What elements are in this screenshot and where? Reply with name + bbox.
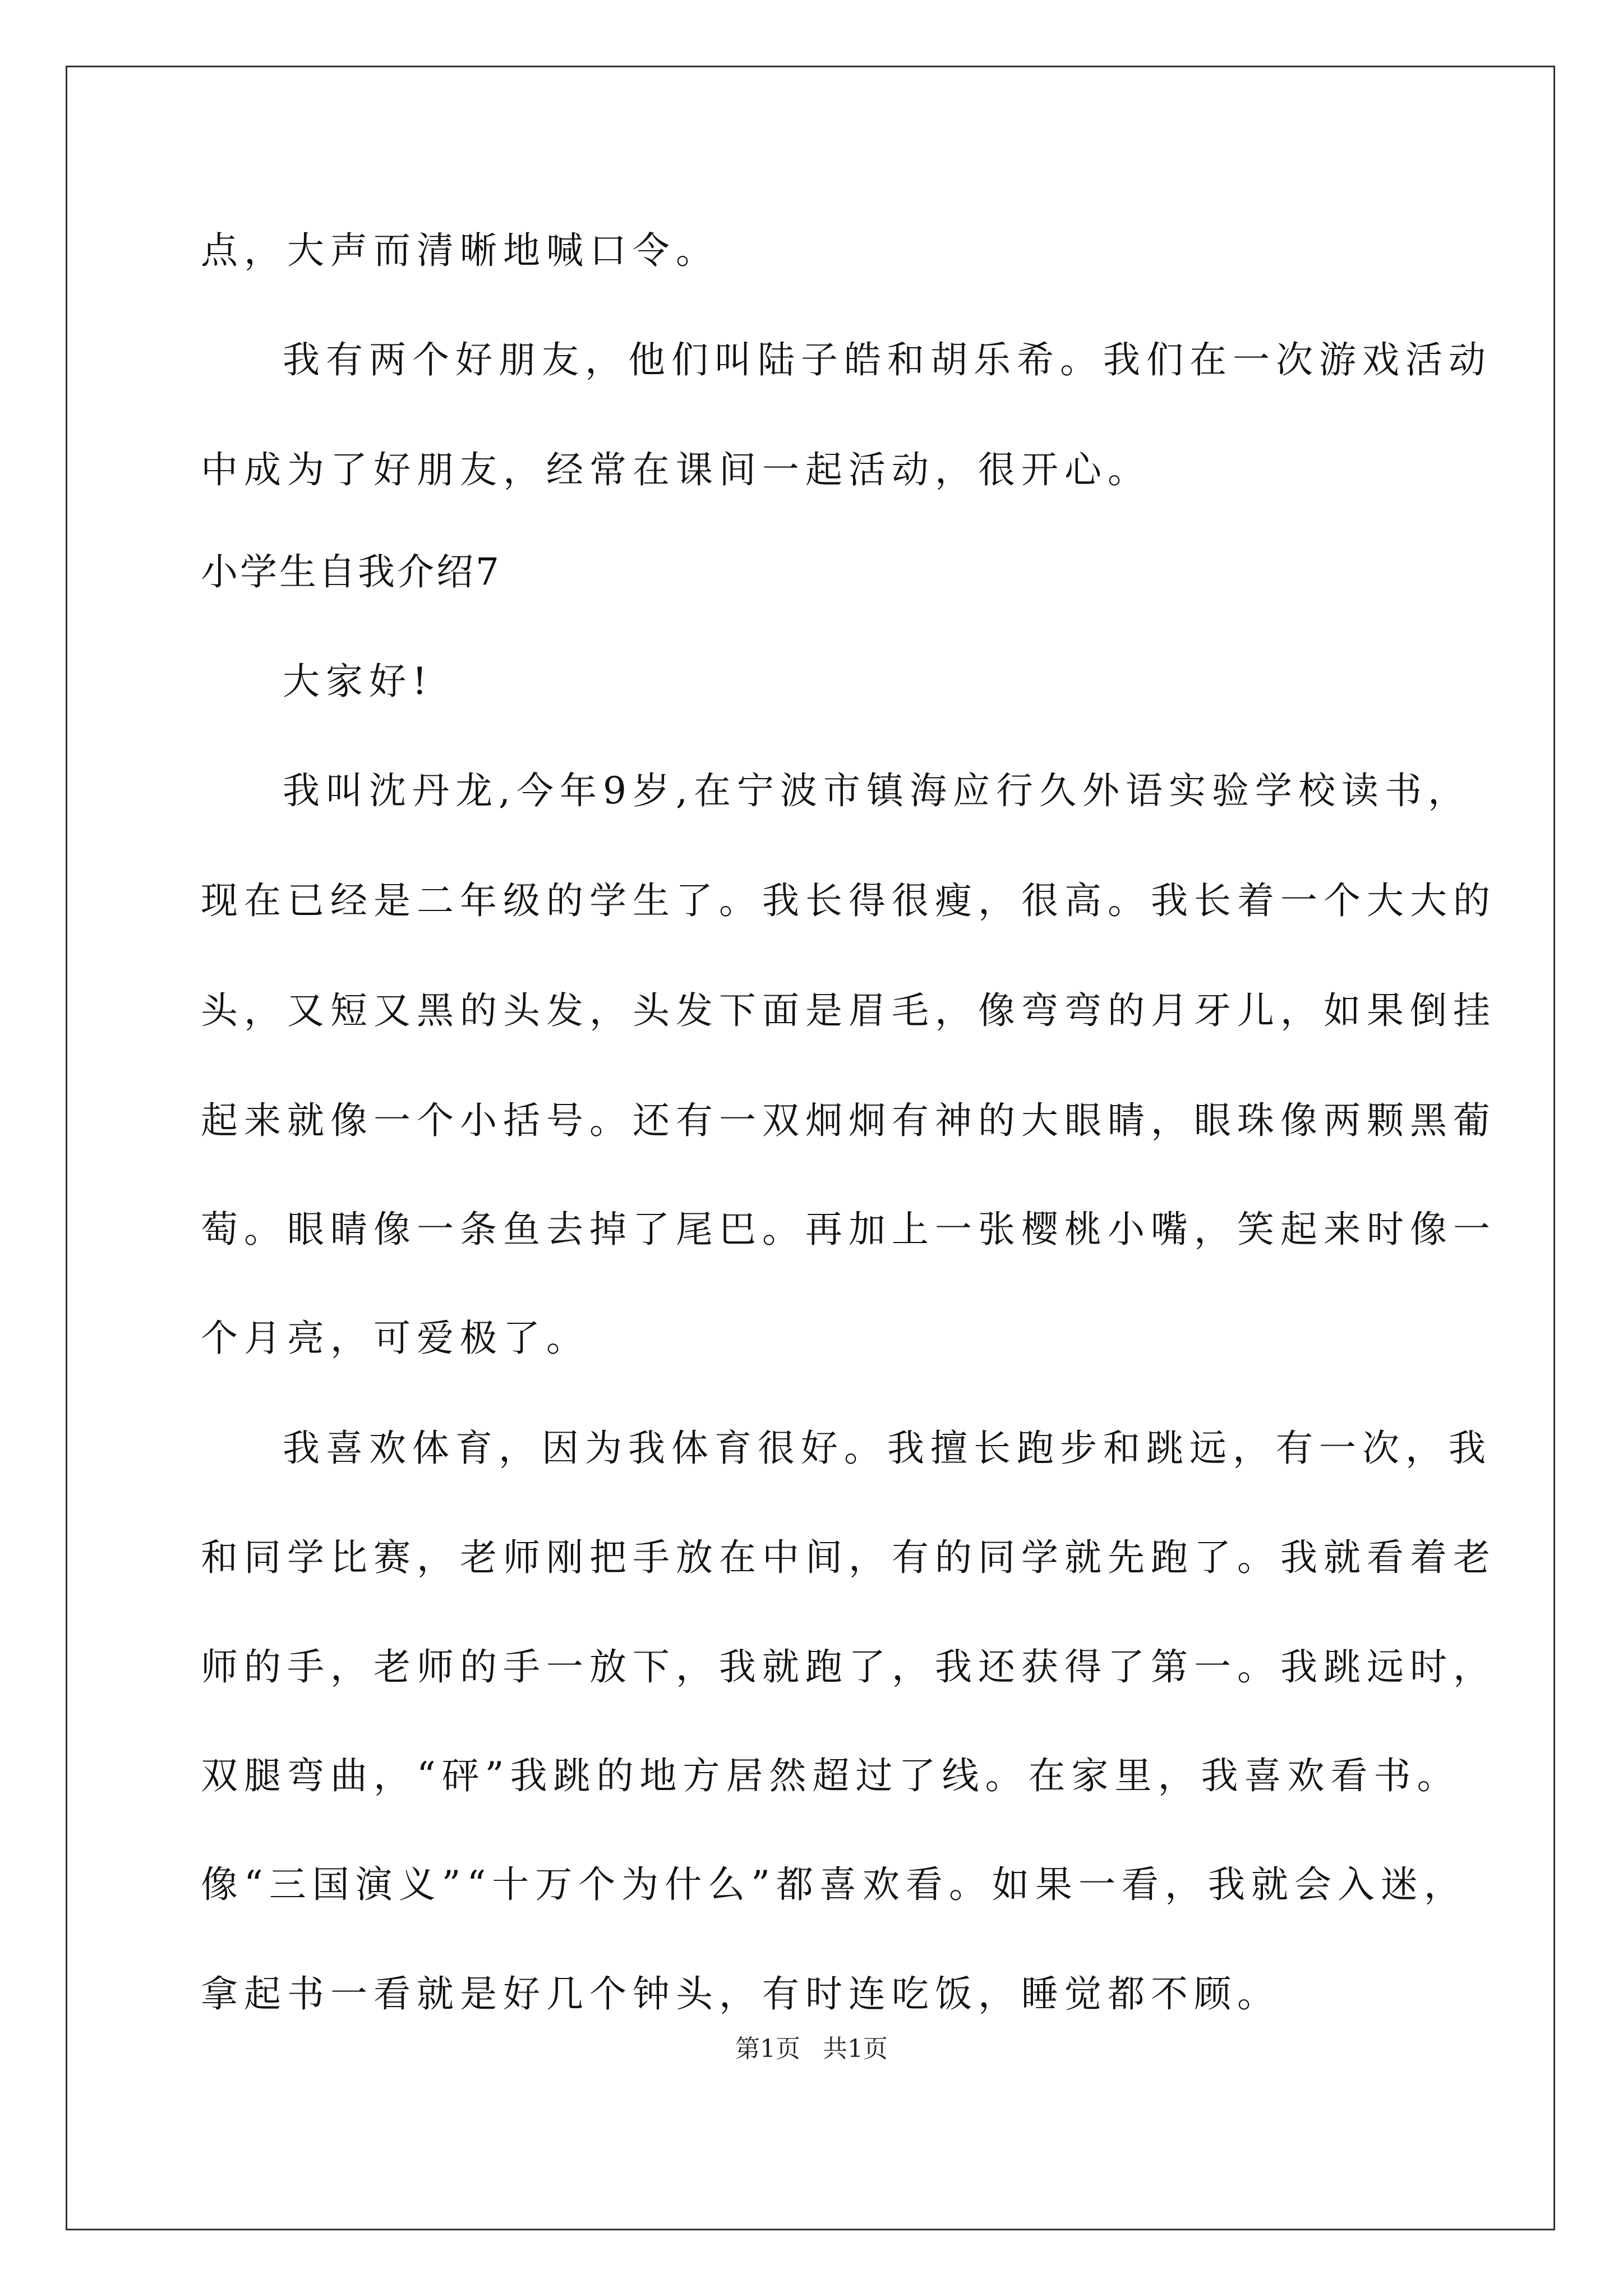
text-line: 萄。眼睛像一条鱼去掉了尾巴。再加上一张樱桃小嘴，笑起来时像一 xyxy=(201,1208,1496,1251)
text-line: 我喜欢体育，因为我体育很好。我擅长跑步和跳远，有一次，我 xyxy=(283,1427,1492,1470)
text-line: 我叫沈丹龙,今年9岁,在宁波市镇海应行久外语实验学校读书， xyxy=(283,769,1471,812)
text-line: 起来就像一个小括号。还有一双炯炯有神的大眼睛，眼珠像两颗黑葡 xyxy=(201,1099,1496,1142)
text-line: 拿起书一看就是好几个钟头，有时连吃饭，睡觉都不顾。 xyxy=(201,1972,1280,2016)
text-line: 大家好! xyxy=(283,660,434,703)
text-line: 个月亮，可爱极了。 xyxy=(201,1317,589,1360)
page-footer xyxy=(0,2033,1623,2065)
text-line: 头，又短又黑的头发，头发下面是眉毛，像弯弯的月牙儿，如果倒挂 xyxy=(201,989,1496,1032)
page-total: 共1页 xyxy=(823,2035,888,2063)
text-line: 像“三国演义”“十万个为什么”都喜欢看。如果一看，我就会入迷， xyxy=(201,1863,1467,1906)
text-line: 和同学比赛，老师刚把手放在中间，有的同学就先跑了。我就看着老 xyxy=(201,1536,1496,1579)
text-line: 现在已经是二年级的学生了。我长得很瘦，很高。我长着一个大大的 xyxy=(201,879,1496,922)
text-line: 师的手，老师的手一放下，我就跑了，我还获得了第一。我跳远时， xyxy=(201,1645,1496,1688)
text-line: 双腿弯曲，“砰”我跳的地方居然超过了线。在家里，我喜欢看书。 xyxy=(201,1754,1460,1797)
text-line: 我有两个好朋友，他们叫陆子皓和胡乐希。我们在一次游戏活动 xyxy=(283,338,1492,381)
text-line: 中成为了好朋友，经常在课间一起活动，很开心。 xyxy=(201,448,1151,491)
text-line: 点，大声而清晰地喊口令。 xyxy=(201,229,719,272)
section-heading: 小学生自我介绍7 xyxy=(201,550,501,593)
page-number: 第1页 xyxy=(735,2035,800,2063)
